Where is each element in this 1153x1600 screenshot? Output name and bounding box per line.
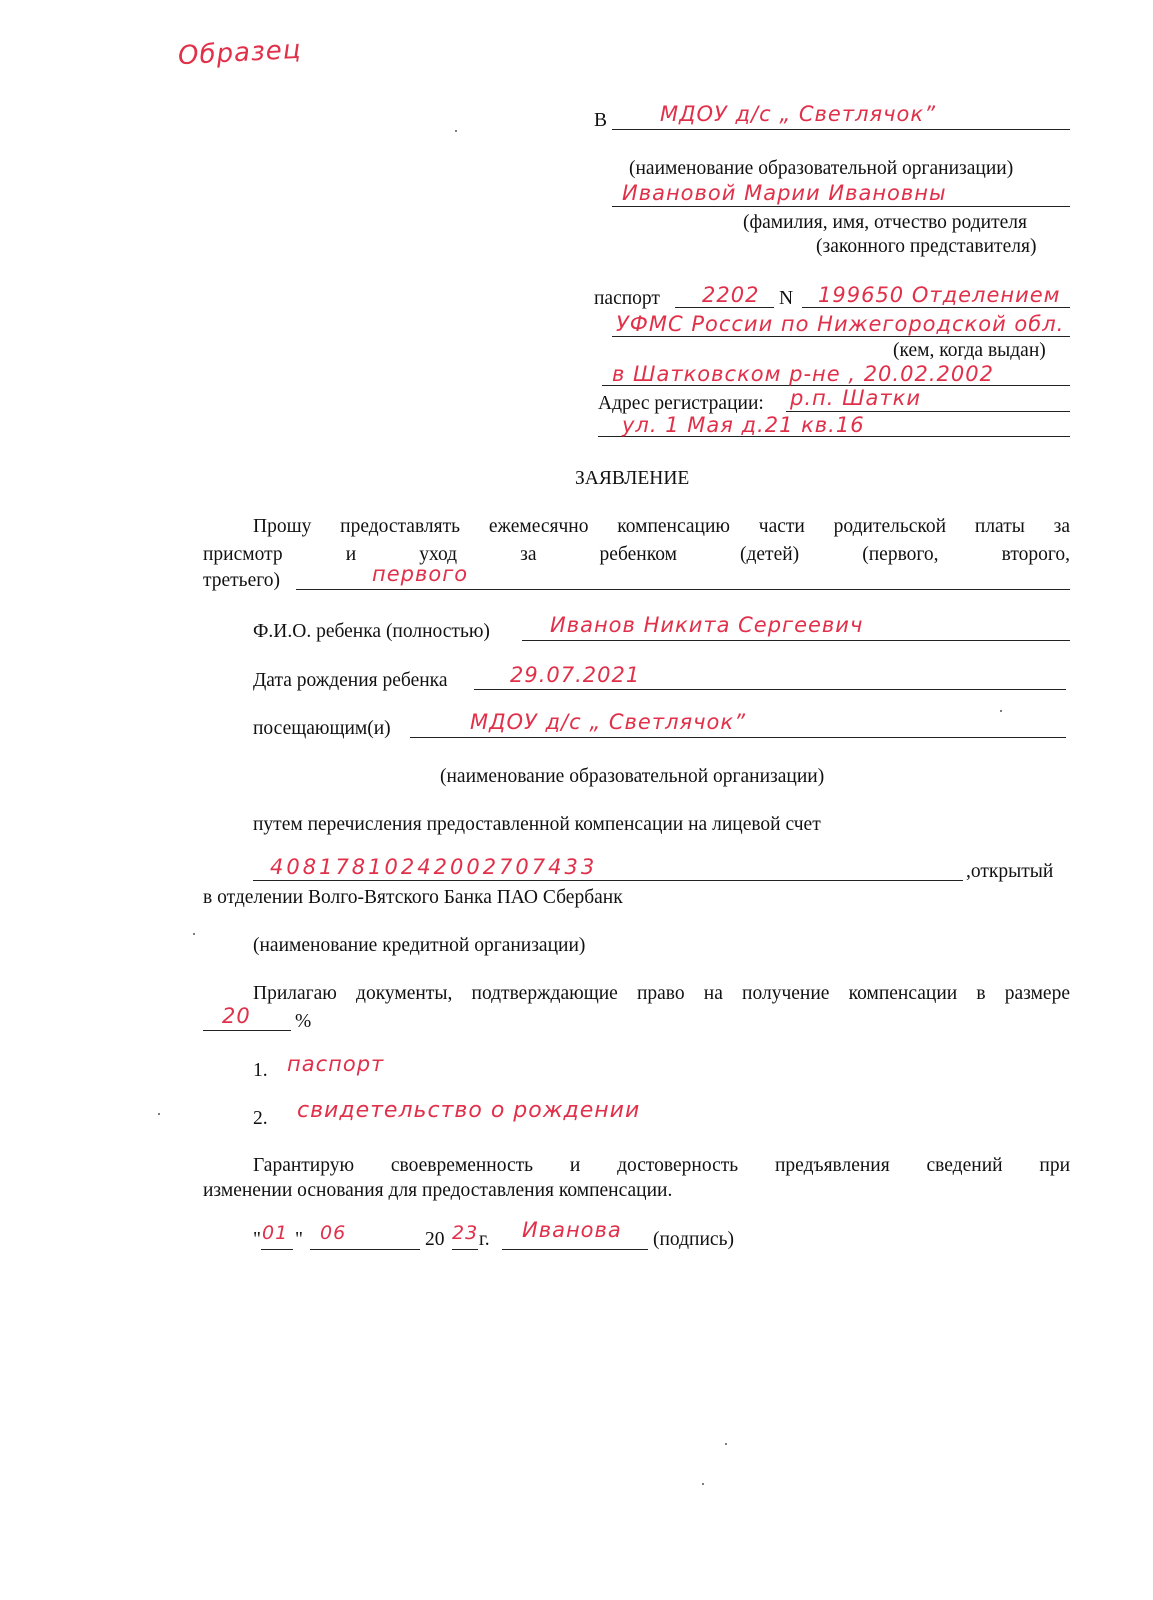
child-name-value[interactable]: Иванов Никита Сергеевич <box>550 613 864 637</box>
month-value[interactable]: 06 <box>320 1222 347 1244</box>
passport-label: паспорт <box>594 288 660 309</box>
address-underline-1 <box>786 411 1070 412</box>
day-underline <box>261 1249 293 1250</box>
birth-underline <box>474 689 1066 690</box>
word: и <box>345 544 357 565</box>
percent-value[interactable]: 20 <box>222 1004 251 1028</box>
word: (детей) <box>739 544 800 565</box>
request-line-1: Прошу предоставлять ежемесячно компенсацию части родительской платы за <box>253 516 1070 537</box>
passport-number-value[interactable]: 199650 Отделением <box>818 283 1061 307</box>
child-name-label: Ф.И.О. ребенка (полностью) <box>253 621 490 642</box>
year-underline <box>452 1249 478 1250</box>
percent-sign: % <box>295 1011 312 1032</box>
doc-2-value[interactable]: свидетельство о рождении <box>297 1098 641 1123</box>
guarantee-line-2: изменении основания для предоставления компенсации. <box>203 1180 673 1201</box>
word: присмотр <box>203 544 283 565</box>
quote-close: " <box>295 1229 303 1250</box>
signature-value[interactable]: Иванова <box>522 1218 622 1242</box>
address-label: Адрес регистрации: <box>598 393 764 414</box>
bank-caption: (наименование кредитной организации) <box>253 935 586 956</box>
word: уход <box>419 544 458 565</box>
address-value-1[interactable]: р.п. Шатки <box>790 386 921 410</box>
signature-underline <box>502 1249 648 1250</box>
transfer-text: путем перечисления предоставленной компенсации на лицевой счет <box>253 814 821 835</box>
issued-by-value-3[interactable]: в Шатковском р-не , 20.02.2002 <box>612 362 994 386</box>
year-value[interactable]: 23 <box>452 1222 479 1244</box>
attending-caption: (наименование образовательной организации) <box>440 766 825 787</box>
scan-speck <box>702 1483 704 1485</box>
attach-line-1: Прилагаю документы, подтверждающие право на получение компенсации в размере <box>253 983 1070 1004</box>
doc-1-number: 1. <box>253 1060 268 1081</box>
birth-value[interactable]: 29.07.2021 <box>510 663 641 687</box>
child-order-value[interactable]: первого <box>372 562 469 586</box>
sample-mark: Образец <box>177 34 303 72</box>
passport-series-underline <box>675 307 774 308</box>
account-suffix: ,открытый <box>966 861 1054 882</box>
percent-underline <box>203 1030 291 1031</box>
birth-label: Дата рождения ребенка <box>253 670 448 691</box>
address-value-2[interactable]: ул. 1 Мая д.21 кв.16 <box>622 413 865 437</box>
issued-by-value-2[interactable]: УФМС России по Нижегородской обл. <box>616 312 1065 336</box>
signature-caption: (подпись) <box>653 1229 734 1250</box>
year-prefix: 20 <box>425 1229 445 1250</box>
passport-series-value[interactable]: 2202 <box>702 283 760 307</box>
scan-speck <box>725 1443 727 1445</box>
bank-text: в отделении Волго-Вятского Банка ПАО Сбербанк <box>203 887 623 908</box>
attending-label: посещающим(и) <box>253 718 391 739</box>
passport-n-label: N <box>779 288 794 309</box>
to-prefix: В <box>594 110 608 131</box>
issued-caption: (кем, когда выдан) <box>893 340 1046 361</box>
parent-caption-1: (фамилия, имя, отчество родителя <box>743 212 1027 233</box>
child-name-underline <box>522 640 1070 641</box>
org-underline <box>612 129 1070 130</box>
doc-2-number: 2. <box>253 1108 268 1129</box>
attending-underline <box>410 737 1066 738</box>
org-value[interactable]: МДОУ д/с „ Светлячок” <box>660 102 936 126</box>
issued-by-underline-2 <box>612 336 1070 337</box>
parent-underline <box>612 206 1070 207</box>
scan-speck <box>1000 710 1002 712</box>
word: ребенком <box>599 544 677 565</box>
scan-speck <box>193 933 195 935</box>
doc-1-value[interactable]: паспорт <box>287 1052 385 1076</box>
year-suffix: г. <box>479 1229 490 1250</box>
word: второго, <box>1001 544 1070 565</box>
parent-name-value[interactable]: Ивановой Марии Ивановны <box>622 181 947 205</box>
word: за <box>520 544 537 565</box>
guarantee-line-1: Гарантирую своевременность и достоверность предъявления сведений при <box>253 1155 1070 1176</box>
account-underline <box>253 880 963 881</box>
day-value[interactable]: 01 <box>262 1222 289 1244</box>
scan-speck <box>158 1113 160 1115</box>
attending-value[interactable]: МДОУ д/с „ Светлячок” <box>470 710 746 734</box>
org-caption: (наименование образовательной организации) <box>629 158 1014 179</box>
child-order-underline <box>296 589 1070 590</box>
quote-open: " <box>253 1229 261 1250</box>
document-title: ЗАЯВЛЕНИЕ <box>575 468 690 489</box>
parent-caption-2: (законного представителя) <box>816 236 1037 257</box>
word: (первого, <box>862 544 939 565</box>
request-line-2 <box>203 544 1070 566</box>
request-line-3-label: третьего) <box>203 570 280 591</box>
account-value[interactable]: 40817810242002707433 <box>270 855 598 879</box>
month-underline <box>310 1249 420 1250</box>
passport-number-underline <box>802 307 1070 308</box>
scan-speck <box>455 130 457 132</box>
